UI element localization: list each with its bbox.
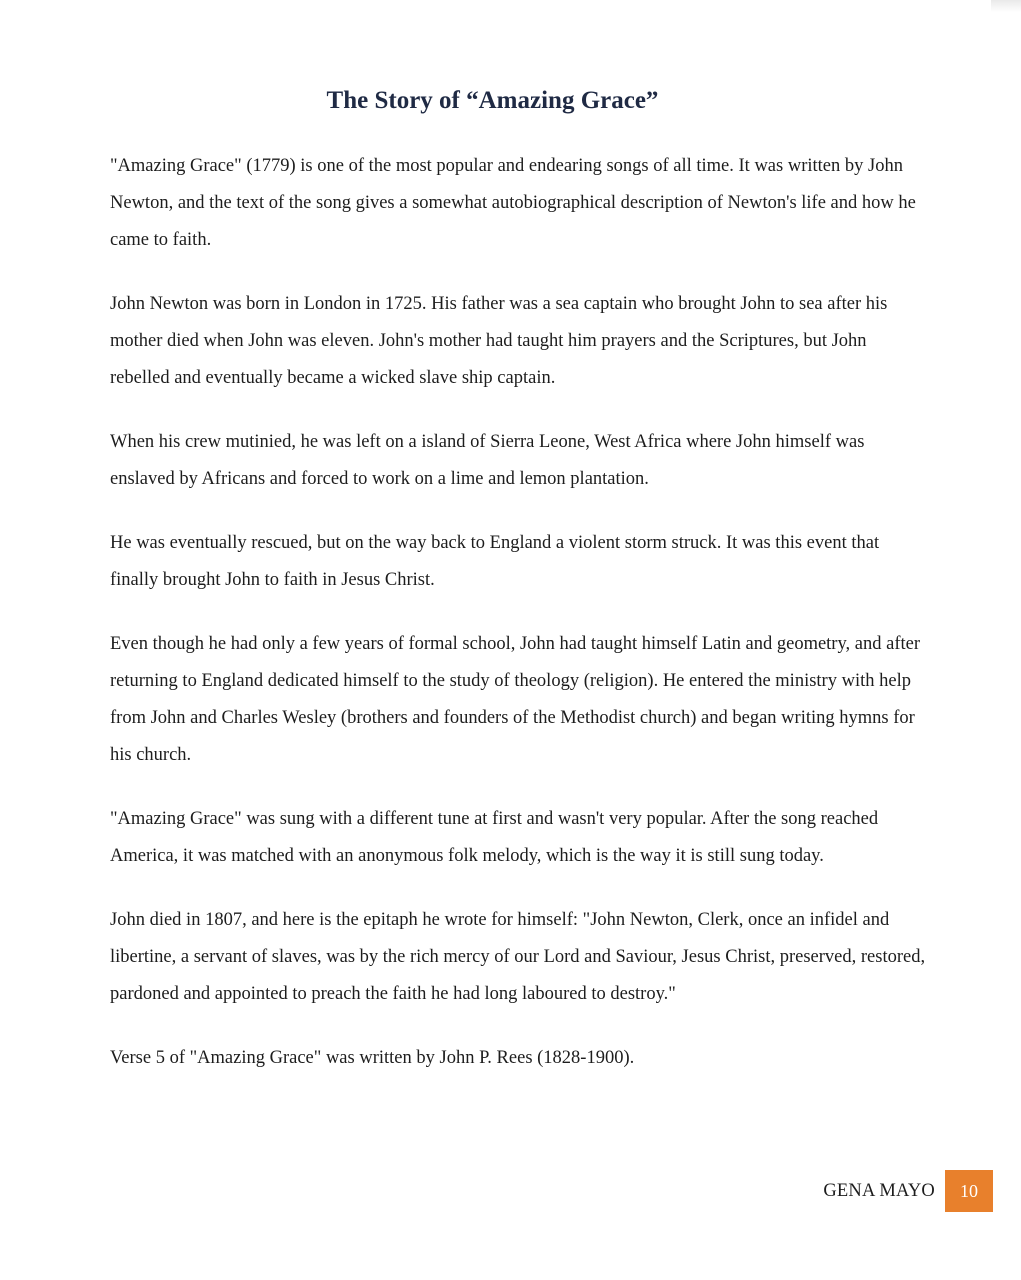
paragraph-mutiny: When his crew mutinied, he was left on a island of Sierra Leone, West Africa where John himself was enslaved by Africans and forced to work on a lime and lemon plantation.	[110, 432, 865, 489]
paragraph-birth: John Newton was born in London in 1725. His father was a sea captain who brought John to sea after his mother died when John was eleven. John's mother had taught him prayers and the Scriptures, but John rebelled and eventually became a wicked slave ship captain.	[110, 294, 888, 388]
footer-author: GENA MAYO	[823, 1180, 935, 1201]
page-footer	[823, 1170, 993, 1212]
paragraph-intro: "Amazing Grace" (1779) is one of the most popular and endearing songs of all time. It was written by John Newton, and the text of the song gives a somewhat autobiographical description of Newton's life and how he came to faith.	[110, 156, 916, 250]
paragraph-tune: "Amazing Grace" was sung with a different tune at first and wasn't very popular. After the song reached America, it was matched with an anonymous folk melody, which is the way it is still sung today.	[110, 809, 879, 866]
page-title: The Story of “Amazing Grace”	[326, 87, 659, 114]
page-corner-shadow	[991, 0, 1021, 12]
paragraph-rescue: He was eventually rescued, but on the way back to England a violent storm struck. It was this event that finally brought John to faith in Jesus Christ.	[110, 533, 880, 590]
paragraph-epitaph: John died in 1807, and here is the epitaph he wrote for himself: "John Newton, Clerk, once an infidel and libertine, a servant of slaves, was by the rich mercy of our Lord and Saviour, Jesus Christ, preserved, restored, pardoned and appointed to preach the faith he had long laboured to destroy."	[110, 910, 926, 1004]
page-number-badge: 10	[945, 1170, 993, 1212]
paragraph-verse5: Verse 5 of "Amazing Grace" was written by John P. Rees (1828-1900).	[110, 1048, 635, 1068]
paragraph-education: Even though he had only a few years of formal school, John had taught himself Latin and geometry, and after returning to England dedicated himself to the study of theology (religion). He entered the ministry with help from John and Charles Wesley (brothers and founders of the Methodist church) and began writing hymns for his church.	[110, 634, 920, 765]
article-body	[110, 148, 930, 1104]
